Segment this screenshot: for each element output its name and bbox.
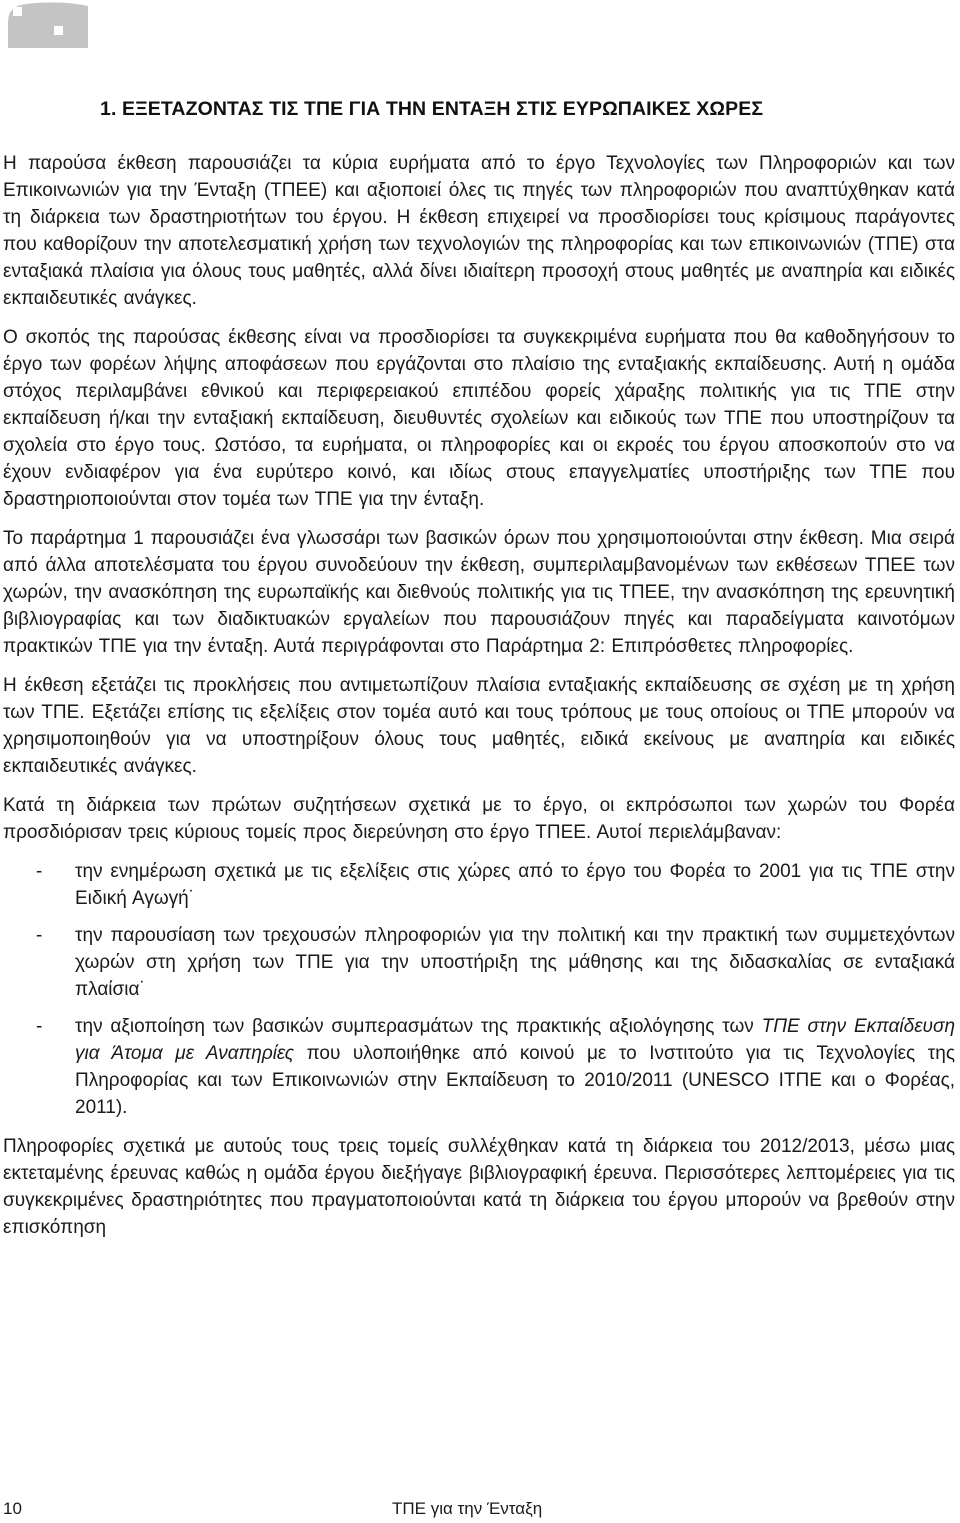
paragraph-areas: Κατά τη διάρκεια των πρώτων συζητήσεων σχετικά με το έργο, οι εκπρόσωποι των χωρών του Φορέα προσδιόρισαν τρεις κύριους τομείς προς διερεύνηση στο έργο ΤΠΕΕ. Αυτοί περιελάμβαναν:	[3, 795, 955, 843]
list-item	[3, 1013, 955, 1121]
paragraph-intro: Η παρούσα έκθεση παρουσιάζει τα κύρια ευρήματα από το έργο Τεχνολογίες των Πληροφοριών και των Επικοινωνιών για την Ένταξη (ΤΠΕΕ) και αξιοποιεί όλες τις πηγές των πληροφοριών που αναπτύχθηκαν κατά τη διάρκεια των δραστηριοτήτων του έργου. Η έκθεση επιχειρεί να προσδιορίσει τους κρίσιμους παράγοντες που καθορίζουν την αποτελεσματική χρήση των τεχνολογιών της πληροφορίας και των επικοινωνιών (ΤΠΕ) στα ενταξιακά πλαίσια για όλους τους μαθητές, αλλά δίνει ιδιαίτερη προσοχή στους μαθητές με αναπηρία και ειδικές εκπαιδευτικές ανάγκες.	[3, 153, 955, 309]
paragraph-annex: Το παράρτημα 1 παρουσιάζει ένα γλωσσάρι των βασικών όρων που χρησιμοποιούνται στην έκθεση. Μια σειρά από άλλα αποτελέσματα του έργου συνοδεύουν την έκθεση, συμπεριλαμβανομένων των εκθέσεων ΤΠΕΕ των χωρών, την ανασκόπηση της ευρωπαϊκής και διεθνούς πολιτικής για τις ΤΠΕΕ, την ανασκόπηση της ερευνητική βιβλιογραφίας και των διαδικτυακών εργαλείων που παρουσιάζουν πηγές και παραδείγματα καινοτόμων πρακτικών ΤΠΕ για την ένταξη. Αυτά περιγράφονται στο Παράρτημα 2: Επιπρόσθετες πληροφορίες.	[3, 528, 955, 657]
list-item	[3, 922, 955, 1003]
bullet-text-start: την αξιοποίηση των βασικών συμπερασμάτων της πρακτικής αξιολόγησης των	[75, 1016, 762, 1037]
document-body	[3, 150, 955, 1241]
paragraph-challenges: Η έκθεση εξετάζει τις προκλήσεις που αντιμετωπίζουν πλαίσια ενταξιακής εκπαίδευσης σε σχέση με τη χρήση των ΤΠΕ. Εξετάζει επίσης τις εξελίξεις στον τομέα αυτό και τους τρόπους με τους οποίους οι ΤΠΕ μπορούν να χρησιμοποιηθούν για να υποστηρίξουν όλους τους μαθητές, ειδικά εκείνους με αναπηρία και ειδικές εκπαιδευτικές ανάγκες.	[3, 675, 955, 777]
list-item	[3, 858, 955, 912]
paragraph-purpose: Ο σκοπός της παρούσας έκθεσης είναι να προσδιορίσει τα συγκεκριμένα ευρήματα που θα καθοδηγήσουν το έργο των φορέων λήψης αποφάσεων που εργάζονται στο πλαίσιο της ενταξιακής εκπαίδευσης. Αυτή η ομάδα στόχος περιλαμβάνει εθνικού και περιφερειακού επιπέδου φορείς χάραξης πολιτικής για τις ΤΠΕ στην εκπαίδευση ή/και την ενταξιακή εκπαίδευση, διευθυντές σχολείων και ειδικούς των ΤΠΕ που υποστηρίζουν τα σχολεία στο έργο τους. Ωστόσο, τα ευρήματα, οι πληροφορίες και οι εκροές του έργου αποσκοπούν στο να έχουν ενδιαφέρον για ένα ευρύτερο κοινό, και ιδίως στους επαγγελματίες υποστήριξης των ΤΠΕ που δραστηριοποιούνται στον τομέα των ΤΠΕ για την ένταξη.	[3, 327, 955, 510]
publication-title: ΤΠΕ στην Εκπαίδευση για Άτομα με Αναπηρίες	[75, 1016, 955, 1064]
paragraph-survey: Πληροφορίες σχετικά με αυτούς τους τρεις τομείς συλλέχθηκαν κατά τη διάρκεια του 2012/2013, μέσω μιας εκτεταμένης έρευνας καθώς η ομάδα έργου διεξήγαγε βιβλιογραφική έρευνα. Περισσότερες λεπτομέρειες για τις συγκεκριμένες δραστηριότητες που πραγματοποιούνται κατά τη διάρκεια του έργου μπορούν να βρεθούν στην επισκόπηση	[3, 1136, 955, 1238]
bullet-list	[3, 858, 955, 1121]
bullet-text: την ενημέρωση σχετικά με τις εξελίξεις στις χώρες από το έργο του Φορέα το 2001 για τις ΤΠΕ στην Ειδική Αγωγή˙	[75, 861, 955, 909]
bullet-text	[75, 1013, 955, 1121]
bullet-dash: -	[36, 861, 43, 882]
bullet-dash: -	[36, 925, 43, 946]
section-title: 1. ΕΞΕΤΑΖΟΝΤΑΣ ΤΙΣ ΤΠΕ ΓΙΑ ΤΗΝ ΕΝΤΑΞΗ ΣΤΙΣ ΕΥΡΩΠΑΙΚΕΣ ΧΩΡΕΣ	[100, 98, 764, 120]
page-number: 10	[3, 1499, 22, 1518]
corner-graphic	[8, 0, 88, 48]
bullet-dash: -	[36, 1016, 43, 1037]
footer-title: ΤΠΕ για την Ένταξη	[392, 1499, 543, 1518]
bullet-text-end: που υλοποιήθηκε από κοινού με το Ινστιτούτο για τις Τεχνολογίες της Πληροφορίας και των Επικοινωνιών στην Εκπαίδευση το 2010/2011 (UNESCO ΙΤΠΕ και ο Φορέας, 2011).	[75, 1043, 955, 1118]
bullet-text: την παρουσίαση των τρεχουσών πληροφοριών για την πολιτική και την πρακτική των συμμετεχόντων χωρών στη χρήση των ΤΠΕ για την υποστήριξη της μάθησης και της διδασκαλίας σε ενταξιακά πλαίσια˙	[75, 925, 955, 1000]
